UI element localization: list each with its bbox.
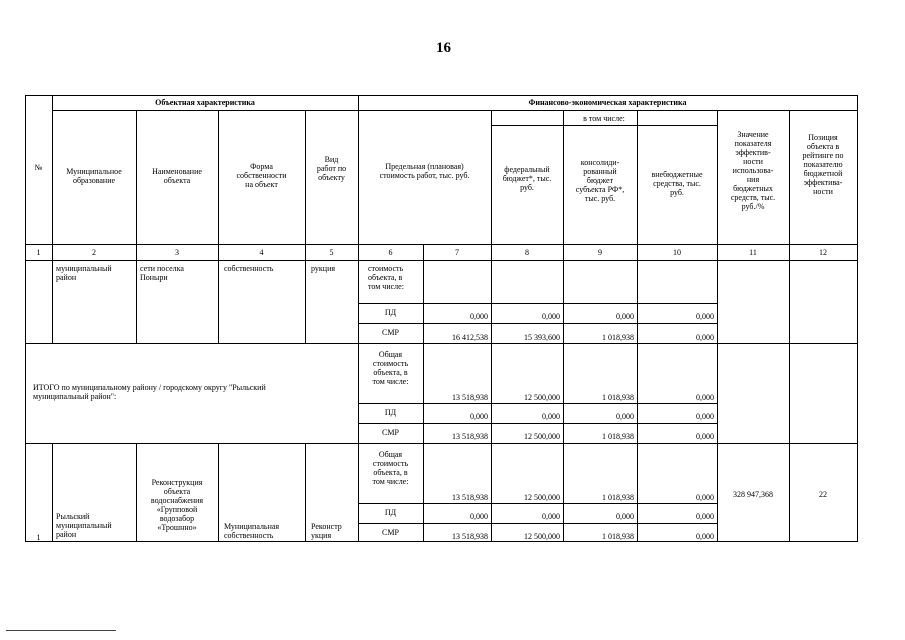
header-col-form: собственности (236, 171, 287, 180)
header-col-rank: эффектива- (803, 178, 843, 187)
row-a-pd-value: 0,000 (470, 312, 488, 321)
header-col-no: № (34, 163, 43, 172)
grid-line (25, 443, 718, 444)
row-b-cost-label: объекта, в (373, 468, 408, 477)
grid-line (717, 443, 858, 444)
table-top-border (25, 95, 858, 96)
row-a-smr-label: СМР (382, 328, 399, 337)
grid-line (358, 403, 718, 404)
row-b-name: «Групповой (156, 505, 198, 514)
header-col-rank: показателю (803, 160, 843, 169)
grid-line (305, 110, 306, 344)
grid-line (717, 343, 858, 344)
total-label: ИТОГО по муниципальному району / городскому округу "Рыльский (33, 383, 266, 392)
row-a-smr-value: 0,000 (696, 333, 714, 342)
row-b-cost-value: 1 018,938 (602, 493, 634, 502)
row-a-pd-value: 0,000 (616, 312, 634, 321)
row-b-name: объекта (163, 487, 191, 496)
grid-line (218, 110, 219, 344)
col-number: 6 (388, 248, 393, 257)
header-col-worktype: Вид (324, 155, 339, 164)
total-pd-value: 0,000 (696, 412, 714, 421)
total-cost-label: том числе: (372, 377, 409, 386)
total-smr-value: 12 500,000 (524, 432, 560, 441)
row-a-pd-label: ПД (384, 308, 397, 317)
row-b-smr-value: 13 518,938 (452, 532, 488, 541)
incl-subline (491, 125, 718, 126)
header-col-municipal: Муниципальное (66, 167, 122, 176)
header-col-extra: руб. (670, 188, 684, 197)
row-b-eff: 328 947,368 (733, 490, 773, 499)
header-bottom (25, 244, 858, 245)
grid-line (305, 443, 306, 542)
header-col-federal: руб. (520, 183, 534, 192)
total-cost-label: объекта, в (373, 368, 408, 377)
header-col-rank: рейтинге по (802, 151, 844, 160)
grid-line (136, 110, 137, 344)
header-col-name: объекта (163, 176, 191, 185)
total-cost-value: 13 518,938 (452, 393, 488, 402)
grid-line (358, 523, 718, 524)
header-col-federal: бюджет*, тыс. (502, 174, 552, 183)
grid-line (52, 443, 53, 542)
col-number: 12 (819, 248, 827, 257)
row-a-municipal: муниципальный (56, 264, 112, 273)
total-label: муниципальный район": (33, 392, 117, 401)
row-b-name: водоснабжения (150, 496, 204, 505)
col-number: 3 (175, 248, 179, 257)
grid-line (25, 343, 718, 344)
row-a-cost-label: стоимость (368, 264, 404, 273)
header-col-rank: бюджетной (803, 169, 843, 178)
row-a-form: собственность (224, 264, 274, 273)
header-col-consol: консолиди- (580, 158, 620, 167)
row-b-cost-label: том числе: (372, 477, 409, 486)
header-incl: в том числе: (583, 114, 625, 123)
row-a-smr-value: 15 393,600 (524, 333, 560, 342)
header-col-form: на объект (245, 180, 278, 189)
row-b-municipal: муниципальный (56, 521, 112, 530)
total-pd-label: ПД (384, 408, 397, 417)
grid-line (52, 260, 53, 344)
header-col-rank: Позиция (808, 133, 838, 142)
row-b-pd-value: 0,000 (696, 512, 714, 521)
col-number: 7 (455, 248, 459, 257)
row-b-municipal: район (56, 530, 77, 539)
col-number: 9 (598, 248, 602, 257)
total-pd-value: 0,000 (470, 412, 488, 421)
row-b-smr-value: 0,000 (696, 532, 714, 541)
total-cost-value: 12 500,000 (524, 393, 560, 402)
header-col-eff: использова- (732, 166, 774, 175)
row-b-worktype: Реконстр (311, 522, 342, 531)
row-b-worktype: укция (311, 531, 332, 540)
row-b-name: «Трошнно» (157, 523, 197, 532)
grid-line (358, 323, 718, 324)
row-b-pd-value: 0,000 (470, 512, 488, 521)
row-a-smr-value: 16 412,538 (452, 333, 488, 342)
header-col-cost: стоимость работ, тыс. руб. (379, 171, 470, 180)
row-b-name: Реконструкция (151, 478, 203, 487)
grid-line (218, 443, 219, 542)
grid-line (358, 303, 718, 304)
col-number: 5 (329, 248, 334, 257)
header-col-worktype: объекту (318, 173, 345, 182)
total-smr-value: 1 018,938 (602, 432, 634, 441)
header-col-rank: объекта в (806, 142, 840, 151)
header-col-eff: Значение (737, 130, 769, 139)
row-b-smr-value: 1 018,938 (602, 532, 634, 541)
total-smr-value: 13 518,938 (452, 432, 488, 441)
row-b-rank: 22 (819, 490, 827, 499)
total-cost-label: стоимость (372, 359, 409, 368)
row-a-cost-label: том числе: (368, 282, 404, 291)
header-col-form: Форма (250, 162, 273, 171)
row-a-name: Поныри (140, 273, 168, 282)
header-fin-char: Финансово-экономическая характеристика (528, 98, 687, 107)
row-b-no: 1 (36, 533, 41, 542)
table-bottom-border (25, 541, 858, 542)
header-col-extra: средства, тыс. (653, 179, 701, 188)
total-smr-value: 0,000 (696, 432, 714, 441)
grid-line (358, 423, 718, 424)
total-smr-label: СМР (382, 428, 399, 437)
row-a-name: сети поселка (140, 264, 184, 273)
row-a-pd-value: 0,000 (696, 312, 714, 321)
header-col-extra: внебюджетные (651, 170, 703, 179)
row-a-worktype: рукция (311, 264, 336, 273)
row-b-cost-value: 13 518,938 (452, 493, 488, 502)
row-b-pd-label: ПД (384, 508, 397, 517)
col-number: 11 (749, 248, 757, 257)
row-a-smr-value: 1 018,938 (602, 333, 634, 342)
header-col-worktype: работ по (316, 164, 347, 173)
row-b-cost-value: 12 500,000 (524, 493, 560, 502)
header-col-municipal: образование (72, 176, 116, 185)
total-pd-value: 0,000 (542, 412, 560, 421)
page-number: 16 (436, 40, 451, 56)
total-cost-value: 0,000 (696, 393, 714, 402)
col-number: 2 (92, 248, 96, 257)
header-col-consol: тыс. руб. (584, 194, 616, 203)
row-b-cost-label: Общая (378, 450, 403, 459)
row-b-smr-label: СМР (382, 528, 399, 537)
grid-line (358, 503, 718, 504)
row-b-form: Муниципальная (224, 522, 280, 531)
total-pd-value: 0,000 (616, 412, 634, 421)
header-col-cost: Предельная (плановая) (385, 162, 464, 171)
header-col-name: Наименование (152, 167, 202, 176)
header-col-consol: бюджет (586, 176, 614, 185)
row-b-form: собственность (224, 531, 274, 540)
header-col-consol: субъекта РФ*, (575, 185, 625, 194)
row-b-cost-label: стоимость (372, 459, 409, 468)
header-col-eff: ности (743, 157, 763, 166)
footer-rule (6, 630, 116, 631)
header-col-eff: руб./% (741, 202, 765, 211)
row-a-municipal: район (56, 273, 77, 282)
col-numbers-bottom (25, 260, 858, 261)
header-col-federal: федеральный (504, 165, 550, 174)
row-b-pd-value: 0,000 (616, 512, 634, 521)
total-cost-label: Общая (378, 350, 403, 359)
col-number: 10 (673, 248, 681, 257)
row-a-pd-value: 0,000 (542, 312, 560, 321)
col-number: 1 (36, 248, 41, 257)
row-b-cost-value: 0,000 (696, 493, 714, 502)
row-b-pd-value: 0,000 (542, 512, 560, 521)
row-b-name: водозабор (159, 514, 195, 523)
header-col-consol: рованный (583, 167, 617, 176)
header-col-rank: ности (813, 187, 833, 196)
header-col-eff: ния (746, 175, 760, 184)
header-col-eff: эффектив- (735, 148, 771, 157)
table-right-border (857, 95, 858, 542)
header-col-eff: показателя (734, 139, 772, 148)
header-object-char: Объектная характеристика (155, 98, 255, 107)
row-b-smr-value: 12 500,000 (524, 532, 560, 541)
col-number: 8 (525, 248, 529, 257)
header-col-eff: бюджетных (733, 184, 773, 193)
header-col-eff: средств, тыс. (730, 193, 776, 202)
total-cost-value: 1 018,938 (602, 393, 634, 402)
row-b-municipal: Рыльский (56, 512, 90, 521)
header-subline (52, 110, 858, 111)
row-a-cost-label: объекта, в (368, 273, 403, 282)
col-number: 4 (259, 248, 264, 257)
